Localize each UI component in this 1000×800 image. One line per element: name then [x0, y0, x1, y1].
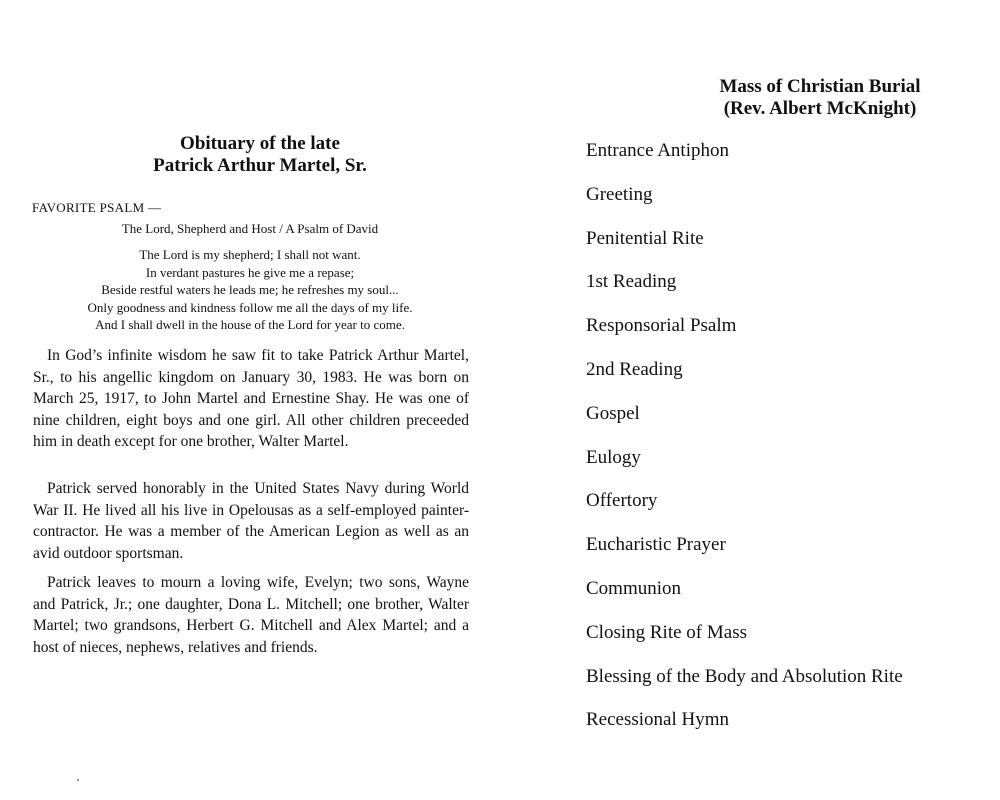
psalm-line: Only goodness and kindness follow me all the days of my life. [87, 299, 413, 315]
service-item: Communion [586, 577, 682, 599]
obituary-paragraph-survivors: Patrick leaves to mourn a loving wife, Evelyn; two sons, Wayne and Patrick, Jr.; one daughter, Dona L. Mitchell; one brother, Walter Martel; two grandsons, Herbert G. Mitchell and Alex Martel; and a host of nieces, nephews, relatives and friends. [33, 574, 469, 656]
psalm-line: The Lord is my shepherd; I shall not want. [139, 247, 361, 262]
service-item: Closing Rite of Mass [586, 621, 747, 643]
service-item: Greeting [586, 183, 653, 205]
psalm-verses [30, 246, 470, 334]
mass-title-line-1: Mass of Christian Burial [719, 76, 921, 97]
psalm-line: Beside restful waters he leads me; he refreshes my soul... [101, 282, 399, 297]
obituary-title-line-2: Patrick Arthur Martel, Sr. [153, 155, 367, 176]
order-of-service [586, 139, 903, 752]
obituary-paragraph-service: Patrick served honorably in the United States Navy during World War II. He lived all his live in Opelousas as a self-employed painter-contractor. He was a member of the American Legion as well as an avid outdoor sportsman. [33, 480, 469, 562]
obituary-title [60, 133, 460, 177]
service-item: 1st Reading [586, 271, 677, 293]
service-item: Recessional Hymn [586, 709, 730, 731]
mass-title-line-2: (Rev. Albert McKnight) [723, 98, 917, 119]
psalm-line: And I shall dwell in the house of the Lord for year to come. [95, 317, 405, 332]
service-item: Entrance Antiphon [586, 140, 729, 161]
service-item: 2nd Reading [586, 358, 683, 380]
service-item: Penitential Rite [586, 227, 704, 249]
obituary-paragraph-birth: In God’s infinite wisdom he saw fit to take Patrick Arthur Martel, Sr., to his angellic kingdom on January 30, 1983. He was born on March 25, 1917, to John Martel and Ernestine Shay. He was one of nine children, eight boys and one girl. All other children preceeded him in death except for one brother, Walter Martel. [33, 347, 469, 450]
mass-program-page [500, 0, 1000, 800]
mass-title [660, 76, 980, 120]
psalm-line: In verdant pastures he give me a repase; [145, 264, 355, 280]
obituary-title-line-1: Obituary of the late [180, 133, 340, 154]
favorite-psalm-label: FAVORITE PSALM — [32, 200, 162, 215]
service-item: Blessing of the Body and Absolution Rite [586, 665, 903, 687]
service-item: Offertory [586, 490, 658, 512]
page-speck [77, 779, 79, 781]
service-item: Eulogy [586, 446, 641, 468]
service-item: Responsorial Psalm [586, 315, 737, 337]
psalm-title: The Lord, Shepherd and Host / A Psalm of David [121, 221, 379, 236]
service-item: Eucharistic Prayer [586, 534, 726, 556]
service-item: Gospel [586, 402, 640, 424]
